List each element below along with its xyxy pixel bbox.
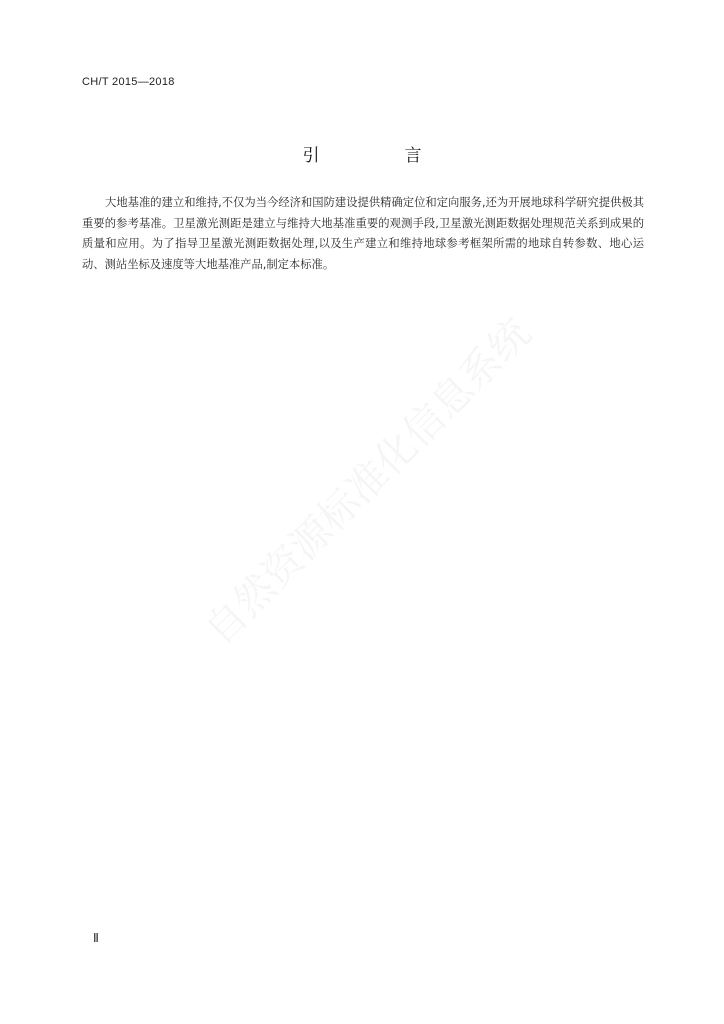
page-number: Ⅱ [93,931,99,945]
standard-code: CH/T 2015—2018 [82,76,175,88]
section-title: 引 言 [302,146,456,166]
watermark: 自然资源标准化信息系统 [196,310,541,654]
body-paragraph: 大地基准的建立和维持,不仅为当今经济和国防建设提供精确定位和定向服务,还为开展地球科学研究提供极其重要的参考基准。卫星激光测距是建立与维持大地基准重要的观测手段,卫星激光测距数据处理规范关系到成果的质量和应用。为了指导卫星激光测距数据处理,以及生产建立和维持地球参考框架所需的地球自转参数、地心运动、测站坐标及速度等大地基准产品,制定本标准。 [82,196,644,271]
